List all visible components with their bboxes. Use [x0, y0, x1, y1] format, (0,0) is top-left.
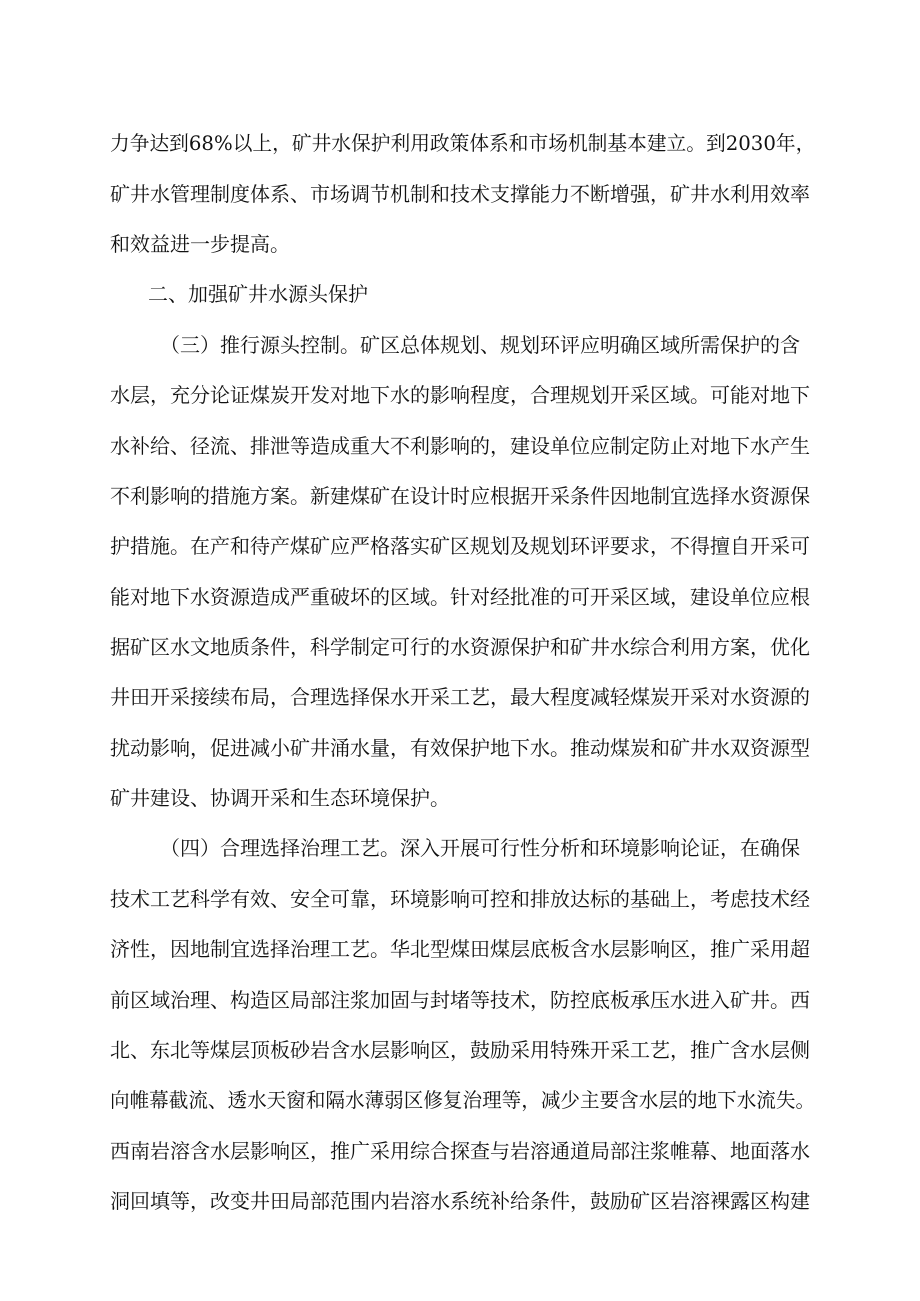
- paragraph-4-line-4: 前区域治理、构造区局部注浆加固与封堵等技术，防控底板承压水进入矿井。西: [110, 988, 810, 1012]
- paragraph-3-line-5: 护措施。在产和待产煤矿应严格落实矿区规划及规划环评要求，不得擅自开采可: [110, 534, 810, 558]
- paragraph-4-line-3: 济性，因地制宜选择治理工艺。华北型煤田煤层底板含水层影响区，推广采用超: [110, 937, 810, 961]
- paragraph-4-line-8: 洞回填等，改变井田局部范围内岩溶水系统补给条件，鼓励矿区岩溶裸露区构建: [110, 1189, 810, 1213]
- text-line-3: 和效益进一步提高。: [110, 232, 290, 256]
- text-line-2: 矿井水管理制度体系、市场调节机制和技术支撑能力不断增强，矿井水利用效率: [110, 182, 810, 206]
- paragraph-3-line-4: 不利影响的措施方案。新建煤矿在设计时应根据开采条件因地制宜选择水资源保: [110, 484, 810, 508]
- paragraph-3-line-3: 水补给、径流、排泄等造成重大不利影响的，建设单位应制定防止对地下水产生: [110, 434, 810, 458]
- paragraph-4-line-5: 北、东北等煤层顶板砂岩含水层影响区，鼓励采用特殊开采工艺，推广含水层侧: [110, 1038, 810, 1062]
- paragraph-3-line-9: 扰动影响，促进减小矿井涌水量，有效保护地下水。推动煤炭和矿井水双资源型: [110, 736, 810, 760]
- text-line-1: 力争达到68%以上，矿井水保护利用政策体系和市场机制基本建立。到2030年，: [110, 131, 816, 155]
- paragraph-3-line-6: 能对地下水资源造成严重破坏的区域。针对经批准的可开采区域，建设单位应根: [110, 585, 810, 609]
- paragraph-3-line-1: （三）推行源头控制。矿区总体规划、规划环评应明确区域所需保护的含: [160, 333, 800, 357]
- paragraph-3-line-10: 矿井建设、协调开采和生态环境保护。: [110, 786, 450, 810]
- paragraph-4-line-6: 向帷幕截流、透水天窗和隔水薄弱区修复治理等，减少主要含水层的地下水流失。: [110, 1088, 816, 1112]
- paragraph-3-line-2: 水层，充分论证煤炭开发对地下水的影响程度，合理规划开采区域。可能对地下: [110, 383, 810, 407]
- section-heading-2: 二、加强矿井水源头保护: [148, 282, 368, 306]
- paragraph-4-line-2: 技术工艺科学有效、安全可靠，环境影响可控和排放达标的基础上，考虑技术经: [110, 887, 810, 911]
- paragraph-4-line-7: 西南岩溶含水层影响区，推广采用综合探查与岩溶通道局部注浆帷幕、地面落水: [110, 1139, 810, 1163]
- paragraph-4-line-1: （四）合理选择治理工艺。深入开展可行性分析和环境影响论证，在确保: [160, 836, 800, 860]
- paragraph-3-line-7: 据矿区水文地质条件，科学制定可行的水资源保护和矿井水综合利用方案，优化: [110, 635, 810, 659]
- paragraph-3-line-8: 井田开采接续布局，合理选择保水开采工艺，最大程度减轻煤炭开采对水资源的: [110, 685, 810, 709]
